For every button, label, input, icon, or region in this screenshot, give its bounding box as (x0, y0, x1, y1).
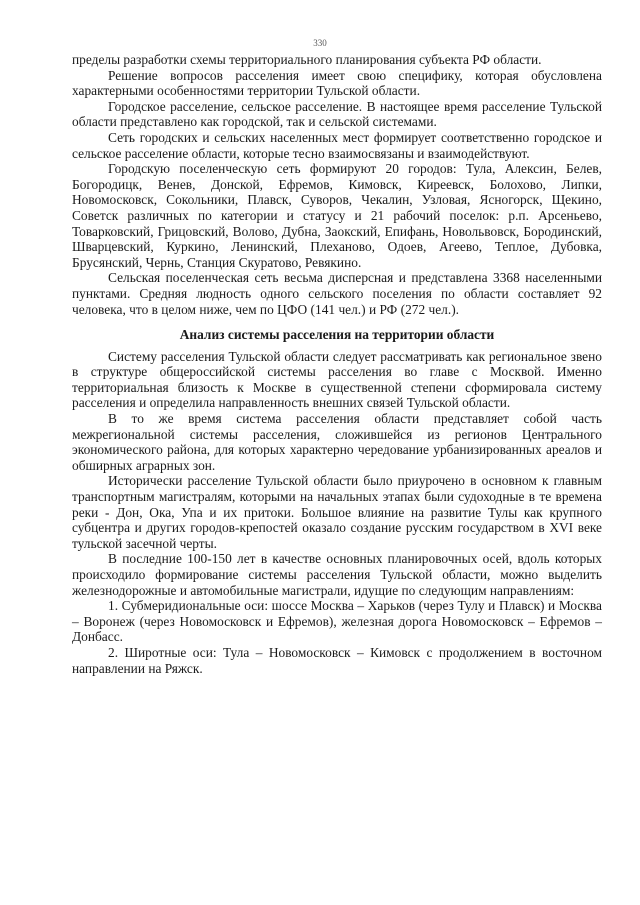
list-item: 1. Субмеридиональные оси: шоссе Москва – Харьков (через Тулу и Плавск) и Москва – Воронеж (через Новомосковск и Ефремов), железная дорога Новомосковск – Ефремов – Донбасс. (72, 598, 602, 645)
paragraph: Городскую поселенческую сеть формируют 20 городов: Тула, Алексин, Белев, Богородицк, Венев, Донской, Ефремов, Кимовск, Киреевск, Болохово, Липки, Новомосковск, Сокольники, Плавск, Суворов, Чекалин, Узловая, Ясногорск, Щекино, Советск различных по категории и статусу и 21 рабочий поселок: р.п. Арсеньево, Товарковский, Грицовский, Волово, Дубна, Заокский, Епифань, Новольвовск, Бородинский, Шварцевский, Куркино, Ленинский, Плеханово, Одоев, Агеево, Теплое, Дубовка, Брусянский, Чернь, Станция Скуратово, Ревякино. (72, 161, 602, 270)
document-body (72, 52, 602, 676)
paragraph: В последние 100-150 лет в качестве основных планировочных осей, вдоль которых происходило формирование системы расселения Тульской области, можно выделить железнодорожные и автомобильные магистрали, идущие по следующим направлениям: (72, 551, 602, 598)
paragraph: Сеть городских и сельских населенных мест формирует соответственно городское и сельское расселение области, которые тесно взаимосвязаны и взаимодействуют. (72, 129, 602, 161)
paragraph: В то же время система расселения области представляет собой часть межрегиональной системы расселения, сложившейся из регионов Центрального экономического района, для которых характерно чередование урбанизированных ареалов и обширных аграрных зон. (72, 411, 602, 473)
list-item: 2. Широтные оси: Тула – Новомосковск – Кимовск с продолжением в восточном направлении на Ряжск. (72, 644, 602, 676)
paragraph: Сельская поселенческая сеть весьма дисперсная и представлена 3368 населенными пунктами. Средняя людность одного сельского поселения по области составляет 92 человека, что в целом ниже, чем по ЦФО (141 чел.) и РФ (272 чел.). (72, 270, 602, 317)
paragraph: Исторически расселение Тульской области было приурочено в основном к главным транспортным магистралям, которыми на начальных этапах были судоходные в те времена реки - Дон, Ока, Упа и их притоки. Большое влияние на развитие Тулы как крупного субцентра и других городов-крепостей оказало создание русским государством в XVI веке тульской засечной черты. (72, 473, 602, 551)
section-heading: Анализ системы расселения на территории области (179, 327, 495, 343)
paragraph: Решение вопросов расселения имеет свою специфику, которая обусловлена характерными особенностями территории Тульской области. (72, 67, 602, 99)
paragraph: Систему расселения Тульской области следует рассматривать как региональное звено в структуре общероссийской системы расселения во главе с Москвой. Именно территориальная близость к Москве в существенной степени сформировала систему расселения и определила направленность внешних связей Тульской области. (72, 348, 602, 411)
paragraph: Городское расселение, сельское расселение. В настоящее время расселение Тульской области представлено как городской, так и сельской системами. (72, 98, 602, 130)
paragraph: пределы разработки схемы территориального планирования субъекта РФ области. (72, 52, 542, 67)
page-number: 330 (313, 38, 327, 48)
